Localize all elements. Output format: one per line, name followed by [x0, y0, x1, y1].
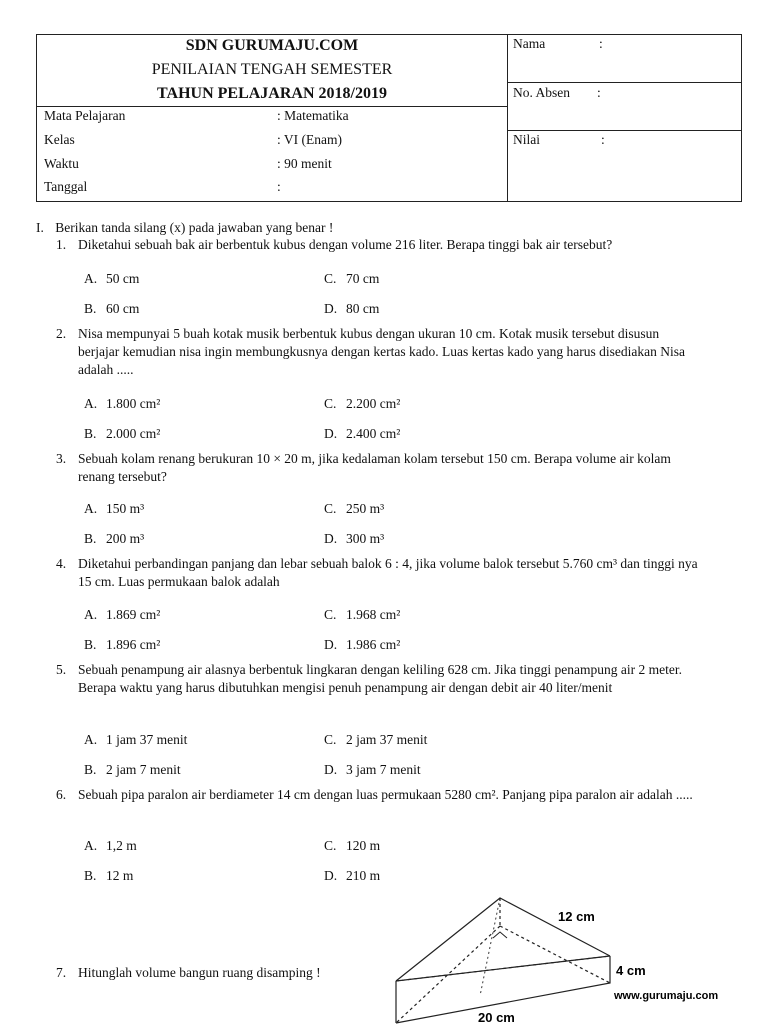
question-text: Diketahui perbandingan panjang dan lebar sebuah balok 6 : 4, jika volume balok tersebut 5.760 cm³ dan tinggi nya 15 cm. Luas permukaan balok adalah: [78, 556, 698, 589]
option-text: 300 m³: [346, 531, 385, 546]
option-letter: B.: [84, 637, 97, 652]
answer-option[interactable]: [324, 762, 421, 778]
option-letter: D.: [324, 868, 338, 883]
answer-option[interactable]: [324, 838, 380, 854]
answer-option[interactable]: [84, 396, 160, 412]
option-letter: A.: [84, 271, 98, 286]
answer-option[interactable]: [84, 607, 160, 623]
header-table: [36, 34, 742, 202]
option-letter: C.: [324, 732, 337, 747]
option-text: 150 m³: [106, 501, 145, 516]
question-text: Sebuah penampung air alasnya berbentuk lingkaran dengan keliling 628 cm. Jika tinggi penampung air 2 meter. Berapa waktu yang harus dibutuhkan mengisi penuh penampung air dengan debit air 40 liter/menit: [78, 662, 682, 695]
score-label: Nilai: [513, 132, 540, 147]
option-text: 250 m³: [346, 501, 385, 516]
answer-option[interactable]: [324, 607, 400, 623]
option-letter: C.: [324, 271, 337, 286]
question-number: 3.: [56, 451, 67, 466]
exam-title: PENILAIAN TENGAH SEMESTER: [151, 61, 393, 78]
option-text: 50 cm: [106, 271, 140, 286]
question-number: 1.: [56, 237, 67, 252]
option-text: 70 cm: [346, 271, 380, 286]
time-value: : 90 menit: [277, 156, 332, 171]
label-top: 12 cm: [558, 909, 595, 924]
answer-option[interactable]: [84, 868, 133, 884]
question-text: Nisa mempunyai 5 buah kotak musik berbentuk kubus dengan ukuran 10 cm. Kotak musik tersebut disusun berjajar kemudian nisa ingin membungkusnya dengan kertas kado. Luas kertas kado yang harus disediakan Nisa adalah .....: [78, 326, 685, 377]
question-number: 7.: [56, 965, 67, 980]
option-letter: B.: [84, 301, 97, 316]
option-letter: D.: [324, 301, 338, 316]
option-text: 200 m³: [106, 531, 145, 546]
answer-option[interactable]: [324, 501, 384, 517]
answer-option[interactable]: [324, 426, 400, 442]
section-heading: [36, 220, 333, 236]
option-letter: A.: [84, 607, 98, 622]
time-label: Waktu: [44, 156, 79, 171]
option-letter: C.: [324, 501, 337, 516]
answer-option[interactable]: [84, 637, 160, 653]
answer-option[interactable]: [84, 838, 137, 854]
question-text: Sebuah pipa paralon air berdiameter 14 cm dengan luas permukaan 5280 cm². Panjang pipa paralon air adalah .....: [78, 787, 693, 802]
option-letter: B.: [84, 868, 97, 883]
question-number: 5.: [56, 662, 67, 677]
prism-figure: [380, 886, 740, 1024]
option-letter: B.: [84, 531, 97, 546]
section-instruction: Berikan tanda silang (x) pada jawaban yang benar !: [55, 220, 334, 235]
divider: [37, 106, 507, 107]
answer-option[interactable]: [324, 531, 384, 547]
right-angle-mark: [493, 932, 507, 938]
absen-colon: :: [597, 85, 601, 100]
answer-option[interactable]: [84, 426, 160, 442]
divider: [507, 35, 508, 201]
question-text: Diketahui sebuah bak air berbentuk kubus dengan volume 216 liter. Berapa tinggi bak air tersebut?: [78, 237, 613, 252]
option-text: 1 jam 37 menit: [106, 732, 188, 747]
answer-option[interactable]: [84, 762, 181, 778]
option-letter: B.: [84, 762, 97, 777]
option-text: 80 cm: [346, 301, 380, 316]
option-letter: A.: [84, 838, 98, 853]
option-text: 60 cm: [106, 301, 140, 316]
answer-option[interactable]: [84, 531, 144, 547]
option-letter: A.: [84, 501, 98, 516]
option-letter: D.: [324, 426, 338, 441]
subject-value: : Matematika: [277, 108, 349, 123]
option-text: 2.200 cm²: [346, 396, 401, 411]
subject-label: Mata Pelajaran: [44, 108, 126, 123]
date-label: Tanggal: [44, 179, 88, 194]
answer-option[interactable]: [84, 732, 187, 748]
option-letter: C.: [324, 607, 337, 622]
option-text: 1.869 cm²: [106, 607, 161, 622]
answer-option[interactable]: [84, 301, 139, 317]
answer-option[interactable]: [84, 271, 139, 287]
question-number: 6.: [56, 787, 67, 802]
question-text: Sebuah kolam renang berukuran 10 × 20 m, jika kedalaman kolam tersebut 150 cm. Berapa volume air kolam renang tersebut?: [78, 451, 671, 484]
absen-label: No. Absen: [513, 85, 570, 100]
option-letter: A.: [84, 732, 98, 747]
section-number: I.: [36, 220, 44, 235]
option-letter: B.: [84, 426, 97, 441]
answer-option[interactable]: [324, 637, 400, 653]
date-value: :: [277, 179, 281, 194]
divider: [507, 82, 742, 83]
question-number: 4.: [56, 556, 67, 571]
option-text: 2 jam 37 menit: [346, 732, 428, 747]
answer-option[interactable]: [324, 301, 379, 317]
academic-year: TAHUN PELAJARAN 2018/2019: [157, 85, 387, 102]
option-text: 2.000 cm²: [106, 426, 161, 441]
prism-altitude: [480, 898, 500, 996]
answer-option[interactable]: [324, 732, 427, 748]
option-letter: D.: [324, 531, 338, 546]
option-letter: A.: [84, 396, 98, 411]
option-letter: C.: [324, 838, 337, 853]
prism-hidden-edge: [500, 926, 610, 983]
name-label: Nama: [513, 36, 546, 51]
prism-edge: [396, 956, 610, 981]
question-text: Hitunglah volume bangun ruang disamping !: [78, 965, 321, 980]
watermark: www.gurumaju.com: [614, 990, 719, 1002]
option-text: 12 m: [106, 868, 134, 883]
class-value: : VI (Enam): [277, 132, 342, 147]
school-name: SDN GURUMAJU.COM: [185, 37, 359, 54]
option-text: 120 m: [346, 838, 381, 853]
answer-option[interactable]: [84, 501, 144, 517]
option-letter: D.: [324, 637, 338, 652]
option-text: 1.800 cm²: [106, 396, 161, 411]
option-letter: C.: [324, 396, 337, 411]
option-text: 1.986 cm²: [346, 637, 401, 652]
answer-option[interactable]: [324, 868, 380, 884]
option-text: 1,2 m: [106, 838, 137, 853]
divider: [507, 130, 742, 131]
question-number: 2.: [56, 326, 67, 341]
class-label: Kelas: [44, 132, 75, 147]
option-text: 3 jam 7 menit: [346, 762, 421, 777]
option-text: 2.400 cm²: [346, 426, 401, 441]
option-letter: D.: [324, 762, 338, 777]
option-text: 2 jam 7 menit: [106, 762, 181, 777]
name-colon: :: [599, 36, 603, 51]
option-text: 1.968 cm²: [346, 607, 401, 622]
label-side: 4 cm: [616, 963, 646, 978]
answer-option[interactable]: [324, 271, 379, 287]
score-colon: :: [601, 132, 605, 147]
option-text: 210 m: [346, 868, 381, 883]
label-bottom: 20 cm: [478, 1010, 515, 1024]
option-text: 1.896 cm²: [106, 637, 161, 652]
answer-option[interactable]: [324, 396, 400, 412]
